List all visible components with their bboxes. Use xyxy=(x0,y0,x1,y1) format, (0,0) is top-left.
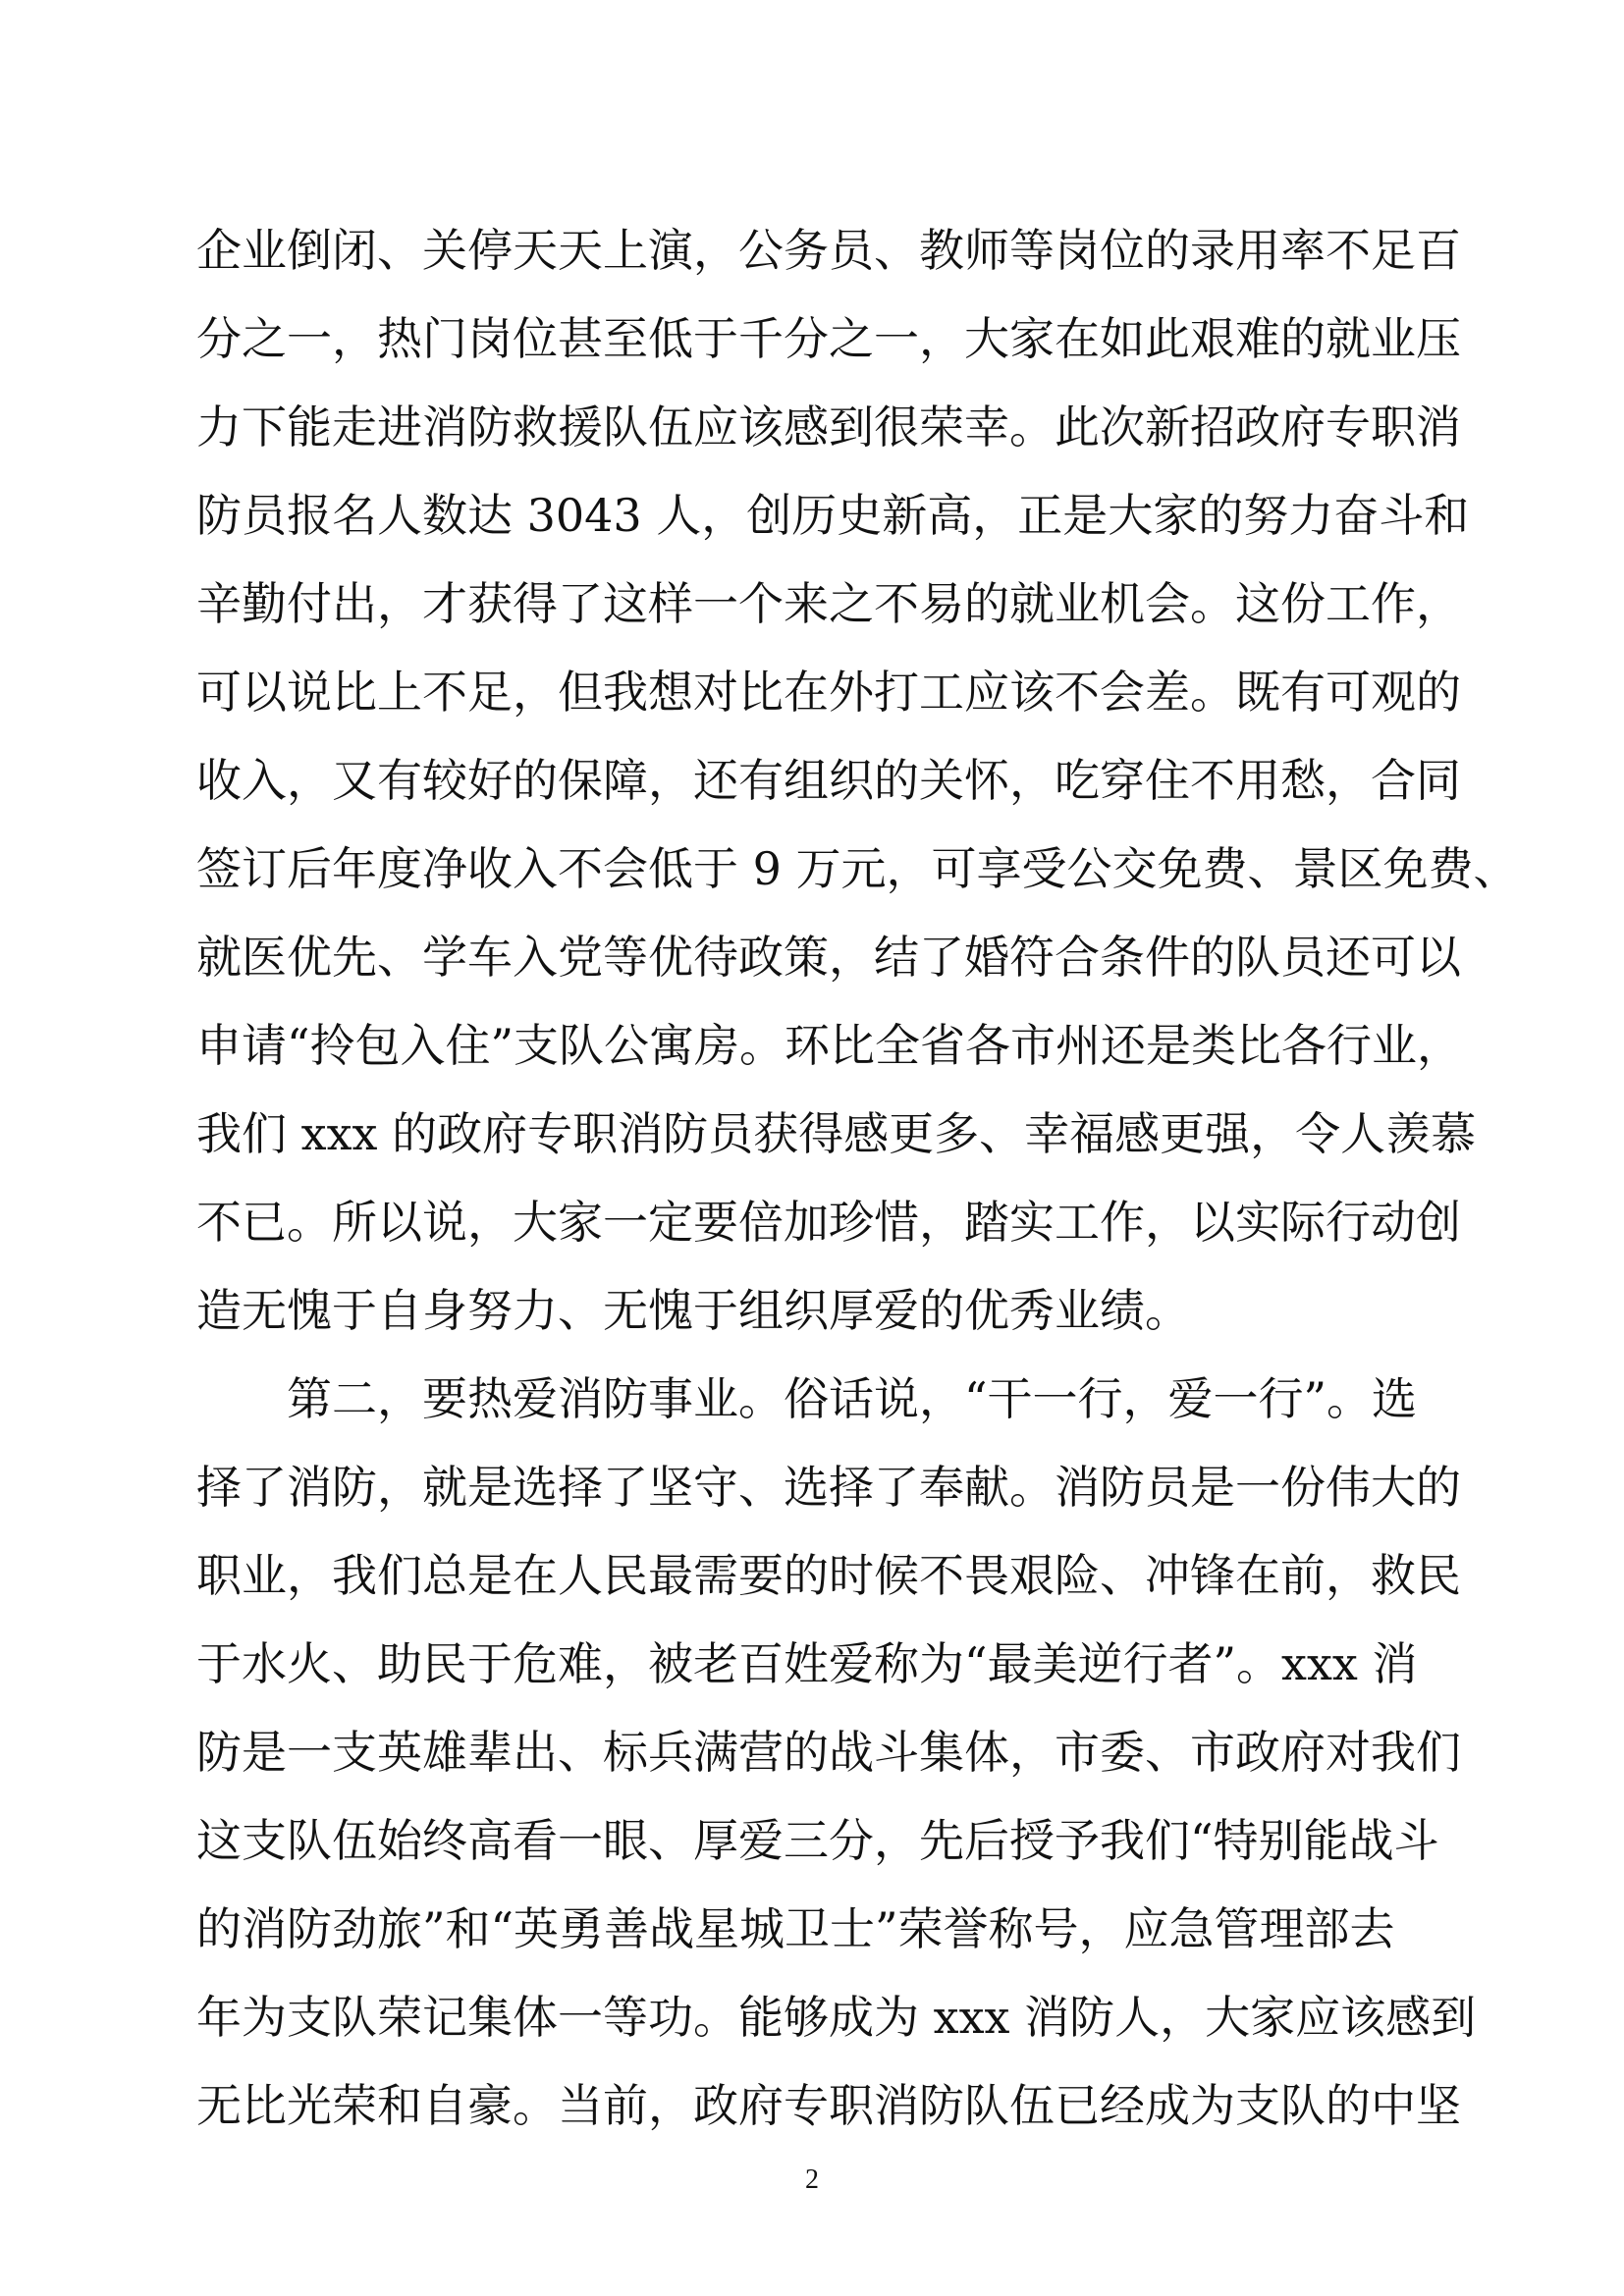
text-line: 我们 xxx 的政府专职消防员获得感更多、幸福感更强，令人羡慕 xyxy=(196,1107,1477,1160)
text-line: 可以说比上不足，但我想对比在外打工应该不会差。既有可观的 xyxy=(196,666,1461,719)
text-line: 于水火、助民于危难，被老百姓爱称为“最美逆行者”。xxx 消 xyxy=(196,1637,1418,1690)
text-line: 申请“拎包入住”支队公寓房。环比全省各市州还是类比各行业， xyxy=(196,1019,1463,1072)
text-line: 造无愧于自身努力、无愧于组织厚爱的优秀业绩。 xyxy=(196,1284,1190,1337)
text-line: 的消防劲旅”和“英勇善战星城卫士”荣誉称号，应急管理部去 xyxy=(196,1902,1395,1955)
text-line: 企业倒闭、关停天天上演，公务员、教师等岗位的录用率不足百 xyxy=(196,224,1461,277)
text-line: 防是一支英雄辈出、标兵满营的战斗集体，市委、市政府对我们 xyxy=(196,1726,1461,1779)
text-line: 年为支队荣记集体一等功。能够成为 xxx 消防人，大家应该感到 xyxy=(196,1991,1477,2044)
text-line: 就医优先、学车入党等优待政策，结了婚符合条件的队员还可以 xyxy=(196,931,1461,984)
text-line: 不已。所以说，大家一定要倍加珍惜，踏实工作，以实际行动创 xyxy=(196,1196,1461,1249)
text-line: 签订后年度净收入不会低于 9 万元，可享受公交免费、景区免费、 xyxy=(196,842,1519,895)
text-line: 收入，又有较好的保障，还有组织的关怀，吃穿住不用愁，合同 xyxy=(196,754,1461,807)
body-text xyxy=(196,206,1519,2150)
text-line: 辛勤付出，才获得了这样一个来之不易的就业机会。这份工作， xyxy=(196,577,1461,630)
text-line: 这支队伍始终高看一眼、厚爱三分，先后授予我们“特别能战斗 xyxy=(196,1814,1439,1867)
text-line: 力下能走进消防救援队伍应该感到很荣幸。此次新招政府专职消 xyxy=(196,400,1461,454)
text-line: 第二，要热爱消防事业。俗话说，“干一行，爱一行”。选 xyxy=(196,1372,1418,1425)
text-line: 分之一，热门岗位甚至低于千分之一，大家在如此艰难的就业压 xyxy=(196,312,1461,365)
text-line: 无比光荣和自豪。当前，政府专职消防队伍已经成为支队的中坚 xyxy=(196,2079,1461,2132)
text-line: 择了消防，就是选择了坚守、选择了奉献。消防员是一份伟大的 xyxy=(196,1461,1461,1514)
page-number: 2 xyxy=(805,2164,819,2195)
text-line: 防员报名人数达 3043 人，创历史新高，正是大家的努力奋斗和 xyxy=(196,489,1470,542)
text-line: 职业，我们总是在人民最需要的时候不畏艰险、冲锋在前，救民 xyxy=(196,1549,1461,1602)
